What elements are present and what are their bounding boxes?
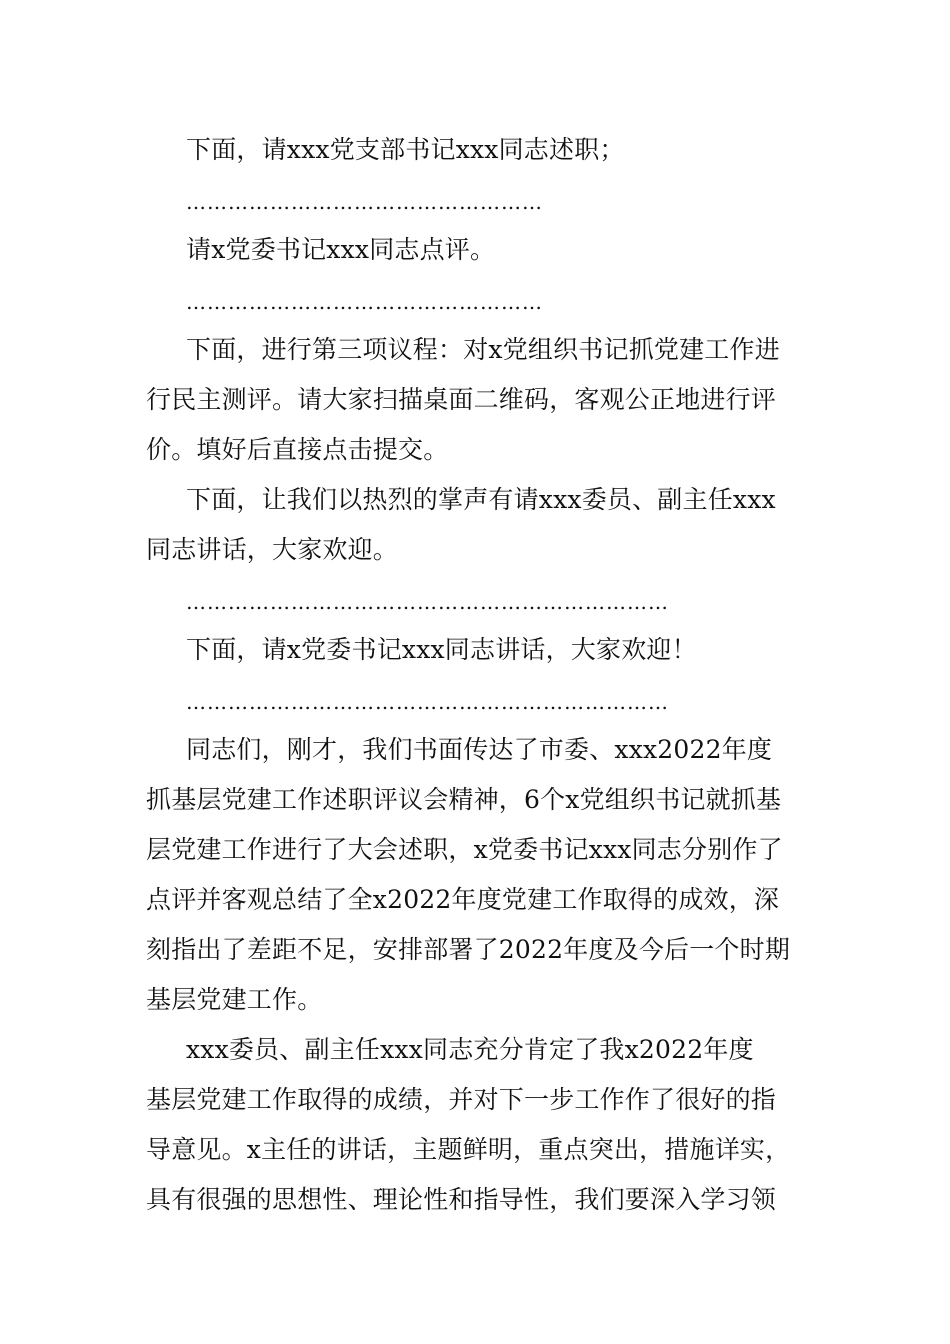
text-line: 层党建工作进行了大会述职，x党委书记xxx同志分别作了: [146, 835, 783, 864]
ellipsis-line: ……………………………………………: [186, 190, 543, 214]
text-line: 基层党建工作。: [146, 985, 323, 1014]
text-line: 抓基层党建工作述职评议会精神，6个x党组织书记就抓基: [146, 785, 782, 814]
text-line: 下面，请x党委书记xxx同志讲话，大家欢迎！: [186, 635, 697, 664]
text-line: 刻指出了差距不足，安排部署了2022年度及今后一个时期: [146, 935, 791, 964]
text-line: 行民主测评。请大家扫描桌面二维码，客观公正地进行评: [146, 385, 777, 414]
text-line: 请x党委书记xxx同志点评。: [186, 235, 496, 264]
text-line: 下面，进行第三项议程：对x党组织书记抓党建工作进: [186, 335, 780, 364]
ellipsis-line: ……………………………………………………………: [186, 590, 669, 614]
text-line: 点评并客观总结了全x2022年度党建工作取得的成效，深: [146, 885, 780, 914]
text-line: xxx委员、副主任xxx同志充分肯定了我x2022年度: [186, 1035, 754, 1064]
ellipsis-line: ……………………………………………………………: [186, 690, 669, 714]
text-line: 基层党建工作取得的成绩，并对下一步工作作了很好的指: [146, 1085, 777, 1114]
text-line: 价。填好后直接点击提交。: [146, 435, 449, 464]
text-line: 导意见。x主任的讲话，主题鲜明，重点突出，措施详实，: [146, 1135, 791, 1164]
ellipsis-line: ……………………………………………: [186, 290, 543, 314]
text-line: 同志们，刚才，我们书面传达了市委、xxx2022年度: [186, 735, 773, 764]
text-line: 下面，请xxx党支部书记xxx同志述职；: [186, 135, 625, 164]
text-line: 具有很强的思想性、理论性和指导性，我们要深入学习领: [146, 1185, 777, 1214]
text-line: 同志讲话，大家欢迎。: [146, 535, 399, 564]
text-line: 下面，让我们以热烈的掌声有请xxx委员、副主任xxx: [186, 485, 776, 514]
